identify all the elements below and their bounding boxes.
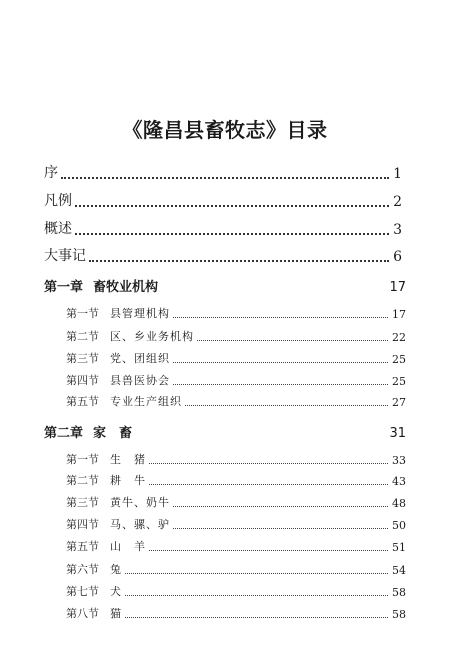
section-number: 第三节 xyxy=(66,352,99,365)
toc-entry xyxy=(44,218,402,238)
section-name: 山 羊 xyxy=(110,540,146,553)
section-entry xyxy=(66,516,406,532)
section-page: 25 xyxy=(392,375,406,388)
chapter-page: 17 xyxy=(389,280,406,295)
toc-entry-page: 3 xyxy=(393,222,402,238)
leader-dots xyxy=(125,617,388,618)
toc-entry-label: 序 xyxy=(44,165,58,181)
leader-dots xyxy=(197,340,388,341)
section-entry xyxy=(66,472,406,488)
section-number: 第五节 xyxy=(66,395,99,408)
section-name: 县管理机构 xyxy=(110,307,170,320)
section-name: 猫 xyxy=(110,607,122,620)
section-name: 生 猪 xyxy=(110,453,146,466)
chapter-page: 31 xyxy=(389,426,406,441)
leader-dots xyxy=(61,177,389,179)
section-number: 第二节 xyxy=(66,330,99,343)
section-page: 48 xyxy=(392,497,406,510)
section-page: 58 xyxy=(392,586,406,599)
leader-dots xyxy=(75,205,389,207)
section-page: 33 xyxy=(392,454,406,467)
leader-dots xyxy=(89,260,389,262)
section-number: 第四节 xyxy=(66,518,99,531)
section-number: 第二节 xyxy=(66,474,99,487)
section-number: 第四节 xyxy=(66,374,99,387)
section-name: 专业生产组织 xyxy=(110,395,182,408)
section-entry xyxy=(66,538,406,554)
section-number: 第七节 xyxy=(66,585,99,598)
toc-entry xyxy=(44,245,402,265)
leader-dots xyxy=(173,384,388,385)
page-title: 《隆昌县畜牧志》目录 xyxy=(122,118,328,142)
chapter-heading xyxy=(44,276,406,295)
section-page: 27 xyxy=(392,396,406,409)
section-number: 第一节 xyxy=(66,453,99,466)
leader-dots xyxy=(149,484,388,485)
section-entry xyxy=(66,583,406,599)
chapter-name: 畜牧业机构 xyxy=(93,280,159,295)
leader-dots xyxy=(149,463,388,464)
leader-dots xyxy=(125,573,388,574)
section-page: 54 xyxy=(392,564,406,577)
leader-dots xyxy=(185,405,388,406)
section-page: 25 xyxy=(392,353,406,366)
chapter-number: 第一章 xyxy=(44,280,84,295)
leader-dots xyxy=(125,595,388,596)
section-name: 党、团组织 xyxy=(110,352,170,365)
leader-dots xyxy=(173,506,388,507)
section-name: 兔 xyxy=(110,563,122,576)
section-entry xyxy=(66,494,406,510)
section-page: 17 xyxy=(392,308,406,321)
section-page: 58 xyxy=(392,608,406,621)
section-number: 第八节 xyxy=(66,607,99,620)
section-page: 50 xyxy=(392,519,406,532)
section-entry xyxy=(66,561,406,577)
toc-entry-page: 1 xyxy=(393,166,402,182)
leader-dots xyxy=(75,233,389,235)
toc-entry xyxy=(44,162,402,182)
leader-dots xyxy=(149,550,388,551)
toc-entry-page: 2 xyxy=(393,194,402,210)
section-entry xyxy=(66,605,406,621)
section-number: 第五节 xyxy=(66,540,99,553)
leader-dots xyxy=(173,317,388,318)
section-page: 51 xyxy=(392,541,406,554)
section-number: 第六节 xyxy=(66,563,99,576)
toc-entry-label: 大事记 xyxy=(44,248,86,264)
leader-dots xyxy=(173,362,388,363)
section-name: 县兽医协会 xyxy=(110,374,170,387)
section-name: 黄牛、奶牛 xyxy=(110,496,170,509)
section-entry xyxy=(66,451,406,467)
section-entry xyxy=(66,350,406,366)
toc-entry-label: 凡例 xyxy=(44,193,72,209)
section-number: 第一节 xyxy=(66,307,99,320)
section-name: 耕 牛 xyxy=(110,474,146,487)
section-entry xyxy=(66,393,406,409)
section-number: 第三节 xyxy=(66,496,99,509)
toc-entry xyxy=(44,190,402,210)
section-entry xyxy=(66,328,406,344)
section-page: 22 xyxy=(392,331,406,344)
section-entry xyxy=(66,305,406,321)
section-entry xyxy=(66,372,406,388)
section-page: 43 xyxy=(392,475,406,488)
section-name: 犬 xyxy=(110,585,122,598)
section-name: 马、骡、驴 xyxy=(110,518,170,531)
chapter-name: 家 畜 xyxy=(93,426,133,441)
leader-dots xyxy=(173,528,388,529)
section-name: 区、乡业务机构 xyxy=(110,330,194,343)
chapter-number: 第二章 xyxy=(44,426,84,441)
toc-entry-label: 概述 xyxy=(44,221,72,237)
toc-entry-page: 6 xyxy=(393,249,402,265)
chapter-heading xyxy=(44,422,406,441)
